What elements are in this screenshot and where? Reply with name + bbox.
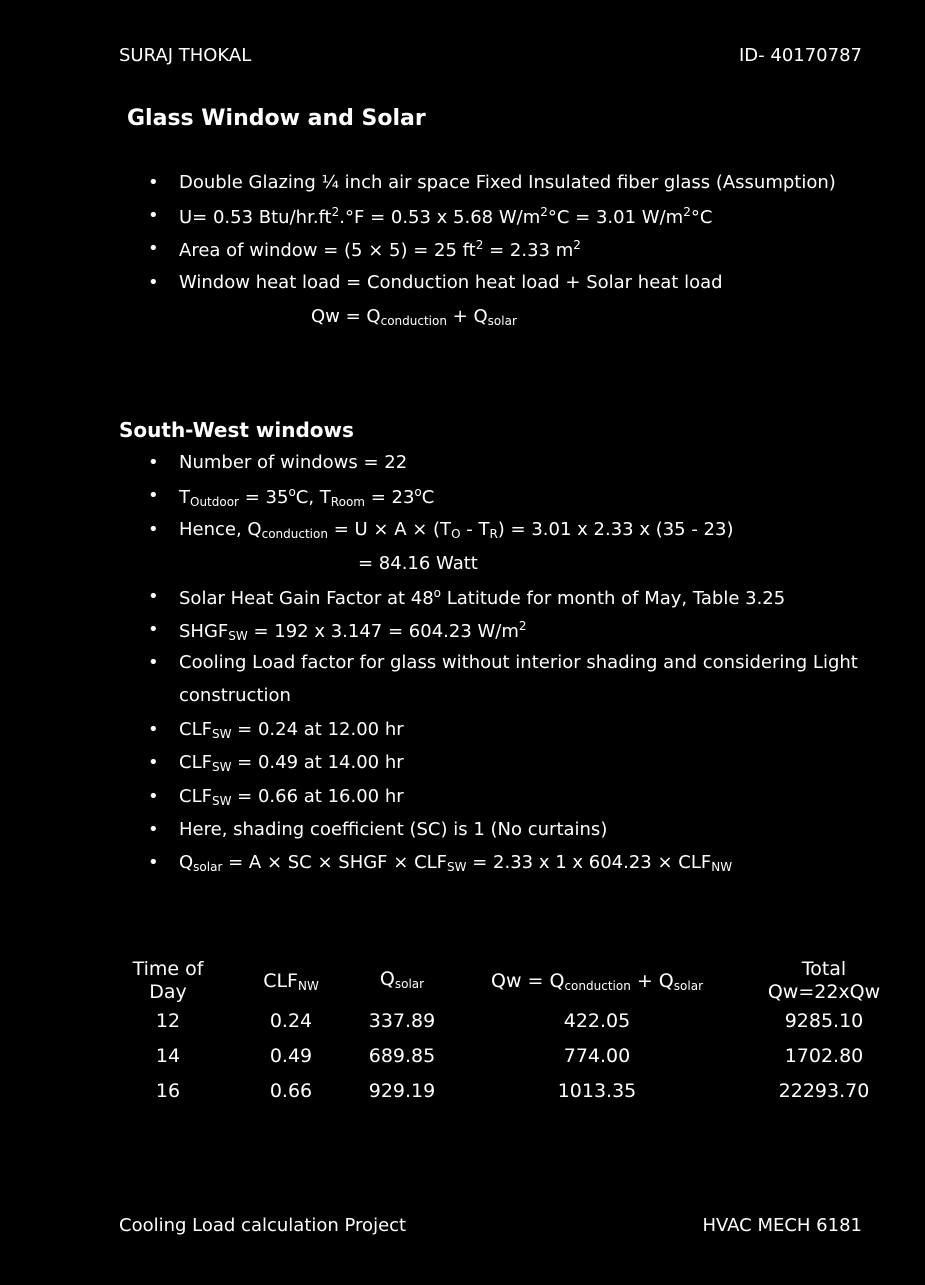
bullet-marker: • <box>148 485 159 506</box>
list-item: $CLF_{SW} = 0.24$ at 12.00 hr <box>179 719 404 741</box>
list-item: $T_{Outdoor} = 35^oC$, $T_{Room} = 23^oC$ <box>179 485 435 509</box>
bullet-marker: • <box>148 205 159 226</box>
list-item: Hence, $Q_{conduction} = U \times A \times (T_O - T_R) = 3.01$ x 2.33 x (35 - 23) <box>179 519 734 541</box>
bullet-marker: • <box>148 452 159 473</box>
list-item: Window heat load = Conduction heat load + Solar heat load <box>179 272 723 293</box>
list-item: Double Glazing ¼ inch air space Fixed Insulated fiber glass (Assumption) <box>179 172 836 193</box>
list-item: $SHGF_{SW} = 192$ x 3.147 = 604.23 $W/m^2$ <box>179 619 527 643</box>
table-cell: 422.05 <box>563 1010 631 1032</box>
bullet-marker: • <box>148 172 159 193</box>
list-item-continuation: construction <box>179 685 291 706</box>
header-clf: $CLF_{NW}$ <box>263 970 319 993</box>
table-cell: 0.24 <box>269 1010 313 1032</box>
table-cell: 22293.70 <box>778 1080 870 1102</box>
list-item: U= 0.53 Btu/$hr.ft^2.^\circ F = 0.53$ x 5.68 $W/m^2^\circ C = 3.01$ $W/m^2^\circ C$ <box>179 205 713 228</box>
bullet-marker: • <box>148 586 159 607</box>
list-item: $CLF_{SW} = 0.66$ at 16.00 hr <box>179 786 404 808</box>
footer-course: HVAC MECH 6181 <box>702 1215 862 1236</box>
table-cell: 337.89 <box>368 1010 436 1032</box>
table-cell: 1702.80 <box>784 1045 864 1067</box>
list-item: Number of windows = 22 <box>179 452 408 473</box>
conduction-result: = 84.16 Watt <box>358 553 478 574</box>
table-cell: 14 <box>155 1045 181 1067</box>
table-cell: 9285.10 <box>784 1010 864 1032</box>
table-cell: 0.66 <box>269 1080 313 1102</box>
bullet-marker: • <box>148 752 159 773</box>
page-title: Glass Window and Solar <box>127 106 426 131</box>
header-qsolar: $Q_{solar}$ <box>379 968 425 991</box>
list-item: Here, shading coefficient (SC) is 1 (No curtains) <box>179 819 608 840</box>
bullet-marker: • <box>148 619 159 640</box>
table-cell: 16 <box>155 1080 181 1102</box>
bullet-marker: • <box>148 719 159 740</box>
window-load-equation: $Qw = Q_{conduction} + Q_{solar}$ <box>311 306 517 328</box>
bullet-marker: • <box>148 238 159 259</box>
list-item: $Q_{solar} = A$ × SC × SHGF × $CLF_{SW} = 2.33$ x 1 x $604.23 \times CLF_{NW}$ <box>179 852 733 874</box>
bullet-marker: • <box>148 652 159 673</box>
bullet-marker: • <box>148 786 159 807</box>
bullet-marker: • <box>148 519 159 540</box>
table-cell: 1013.35 <box>557 1080 637 1102</box>
table-cell: 929.19 <box>368 1080 436 1102</box>
table-cell: 0.49 <box>269 1045 313 1067</box>
header-time-of-day: Time of Day <box>132 958 204 1003</box>
student-id: ID- 40170787 <box>738 45 862 66</box>
table-cell: 774.00 <box>563 1045 631 1067</box>
list-item: Area of window = (5 × 5) = 25 $ft^2 = 2.33$ $m^2$ <box>179 238 581 261</box>
header-total: Total Qw=22xQw <box>767 958 881 1003</box>
section-heading: South-West windows <box>119 418 354 442</box>
bullet-marker: • <box>148 852 159 873</box>
author-name: SURAJ THOKAL <box>119 45 252 66</box>
bullet-marker: • <box>148 819 159 840</box>
header-qw: $Qw = Q_{conduction} + Q_{solar}$ <box>491 970 703 993</box>
list-item: Cooling Load factor for glass without interior shading and considering Light <box>179 652 858 673</box>
footer-project: Cooling Load calculation Project <box>119 1215 407 1236</box>
table-cell: 689.85 <box>368 1045 436 1067</box>
list-item: Solar Heat Gain Factor at 48$^o$ Latitude for month of May, Table 3.25 <box>179 586 786 609</box>
list-item: $CLF_{SW} = 0.49$ at 14.00 hr <box>179 752 404 774</box>
table-cell: 12 <box>155 1010 181 1032</box>
bullet-marker: • <box>148 272 159 293</box>
